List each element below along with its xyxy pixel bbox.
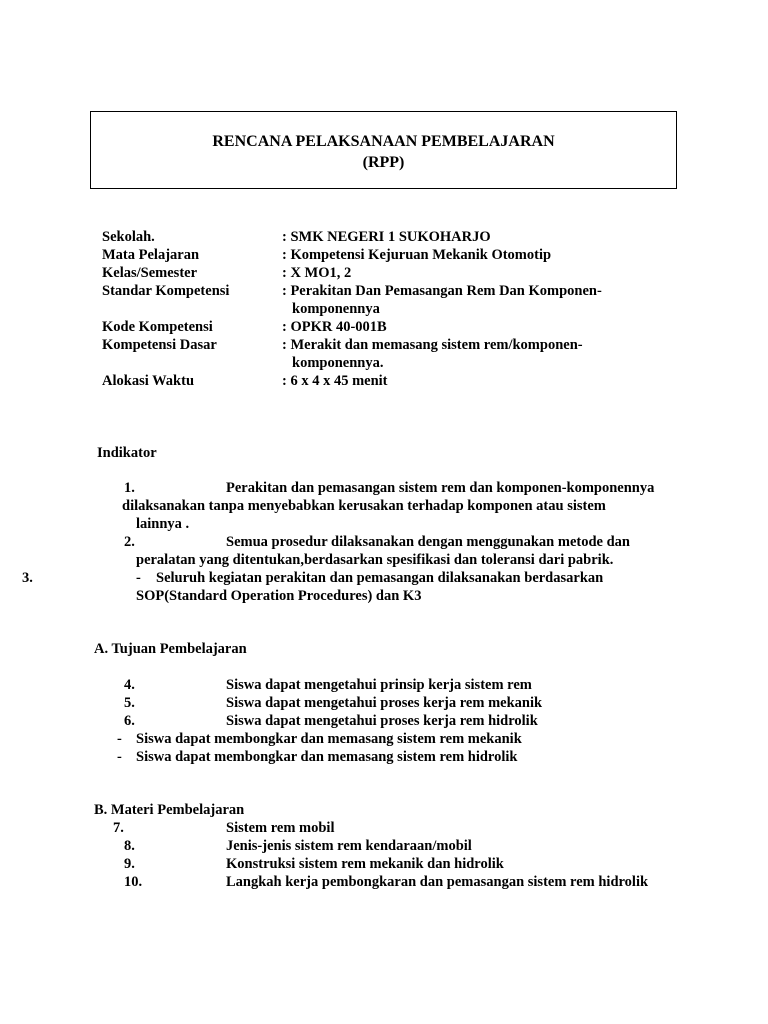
identity-value-standar-kompetensi: : Perakitan Dan Pemasangan Rem Dan Komponen- xyxy=(282,283,602,299)
identity-label-alokasi-waktu: Alokasi Waktu xyxy=(102,373,195,389)
materi-8-number: 8. xyxy=(124,838,135,854)
tujuan-4-number: 4. xyxy=(124,677,135,693)
materi-7-text: Sistem rem mobil xyxy=(226,820,335,836)
indikator-3-line2: SOP(Standard Operation Procedures) dan K3 xyxy=(136,588,422,604)
identity-value-kode-kompetensi: : OPKR 40-001B xyxy=(282,319,387,335)
indikator-heading: Indikator xyxy=(97,445,157,461)
indikator-3-text: Seluruh kegiatan perakitan dan pemasangan dilaksanakan berdasarkan xyxy=(156,570,604,586)
tujuan-dash-2: - xyxy=(117,749,122,765)
indikator-2-text: Semua prosedur dilaksanakan dengan menggunakan metode dan xyxy=(226,534,630,550)
identity-value-sekolah: : SMK NEGERI 1 SUKOHARJO xyxy=(282,229,491,245)
title-box xyxy=(90,111,677,189)
materi-7-number: 7. xyxy=(113,820,124,836)
tujuan-heading: A. Tujuan Pembelajaran xyxy=(94,641,247,657)
identity-label-kelas: Kelas/Semester xyxy=(102,265,198,281)
tujuan-dash-1: - xyxy=(117,731,122,747)
tujuan-4-text: Siswa dapat mengetahui prinsip kerja sistem rem xyxy=(226,677,532,693)
identity-label-kode-kompetensi: Kode Kompetensi xyxy=(102,319,213,335)
materi-10-number: 10. xyxy=(124,874,143,890)
indikator-3-dash: - xyxy=(136,570,141,586)
identity-value-mata-pelajaran: : Kompetensi Kejuruan Mekanik Otomotip xyxy=(282,247,552,263)
document-title: RENCANA PELAKSANAAN PEMBELAJARAN xyxy=(212,133,555,150)
tujuan-dash-1-text: Siswa dapat membongkar dan memasang sistem rem mekanik xyxy=(136,731,522,747)
identity-label-sekolah: Sekolah. xyxy=(102,229,155,245)
identity-value-kompetensi-dasar-cont: komponennya. xyxy=(292,355,384,371)
materi-9-number: 9. xyxy=(124,856,135,872)
indikator-1-number: 1. xyxy=(124,480,135,496)
identity-value-standar-kompetensi-cont: komponennya xyxy=(292,301,380,317)
indikator-2-number: 2. xyxy=(124,534,135,550)
identity-value-kompetensi-dasar: : Merakit dan memasang sistem rem/komponen- xyxy=(282,337,583,353)
tujuan-5-text: Siswa dapat mengetahui proses kerja rem mekanik xyxy=(226,695,543,711)
identity-label-kompetensi-dasar: Kompetensi Dasar xyxy=(102,337,217,353)
materi-9-text: Konstruksi sistem rem mekanik dan hidrolik xyxy=(226,856,504,872)
tujuan-6-number: 6. xyxy=(124,713,135,729)
materi-8-text: Jenis-jenis sistem rem kendaraan/mobil xyxy=(226,838,472,854)
indikator-1-line2: dilaksanakan tanpa menyebabkan kerusakan terhadap komponen atau sistem xyxy=(122,498,606,514)
tujuan-6-text: Siswa dapat mengetahui proses kerja rem hidrolik xyxy=(226,713,538,729)
indikator-3-number: 3. xyxy=(22,570,33,586)
tujuan-5-number: 5. xyxy=(124,695,135,711)
indikator-2-line2: peralatan yang ditentukan,berdasarkan spesifikasi dan toleransi dari pabrik. xyxy=(136,552,614,568)
materi-heading: B. Materi Pembelajaran xyxy=(94,802,245,818)
indikator-1-text: Perakitan dan pemasangan sistem rem dan komponen-komponennya xyxy=(226,480,655,496)
tujuan-dash-2-text: Siswa dapat membongkar dan memasang sistem rem hidrolik xyxy=(136,749,518,765)
document-subtitle: (RPP) xyxy=(362,154,405,171)
identity-value-alokasi-waktu: : 6 x 4 x 45 menit xyxy=(282,373,388,389)
identity-label-mata-pelajaran: Mata Pelajaran xyxy=(102,247,200,263)
indikator-1-line3: lainnya . xyxy=(136,516,190,532)
materi-10-text: Langkah kerja pembongkaran dan pemasangan sistem rem hidrolik xyxy=(226,874,649,890)
identity-value-kelas: : X MO1, 2 xyxy=(282,265,352,281)
identity-label-standar-kompetensi: Standar Kompetensi xyxy=(102,283,230,299)
